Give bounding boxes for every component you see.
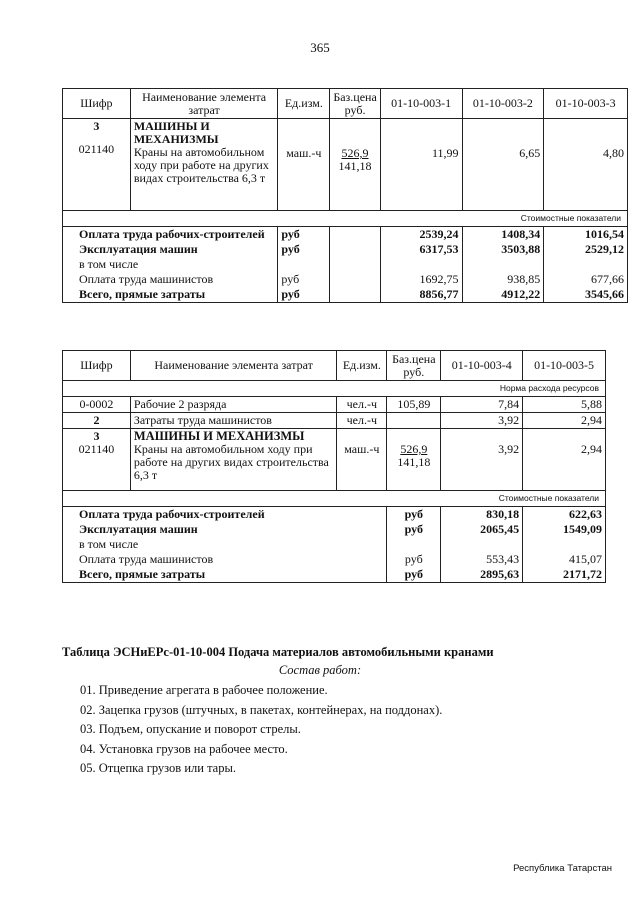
- summary-value-2: 622,63: [523, 507, 606, 523]
- row-code: 0-0002: [63, 397, 131, 413]
- summary-value-1: 830,18: [441, 507, 523, 523]
- summary-row: [63, 287, 628, 303]
- row-code: 2: [63, 413, 131, 429]
- item-price-bottom: 141,18: [397, 455, 431, 469]
- item-value-3: 4,80: [603, 146, 624, 160]
- page-number: 365: [310, 40, 330, 55]
- summary-unit: руб: [387, 567, 441, 583]
- item-unit: маш.-ч: [344, 442, 380, 456]
- summary-row: [63, 242, 628, 257]
- item-price-top: 526,9: [341, 146, 369, 160]
- summary-row: [63, 552, 606, 567]
- row-unit: чел.-ч: [337, 397, 387, 413]
- item-code: 021140: [78, 442, 115, 456]
- summary-value-1: 2895,63: [441, 567, 523, 583]
- header-unit: Ед.изм.: [337, 351, 387, 381]
- norm-note: Норма расхода ресурсов: [63, 381, 606, 397]
- summary-name: Эксплуатация машин: [63, 522, 387, 537]
- section-code: 3: [93, 429, 100, 443]
- summary-name: в том числе: [63, 257, 278, 272]
- list-item: 04. Установка грузов на рабочее место.: [80, 741, 288, 756]
- note-row: [63, 381, 606, 397]
- summary-value-3: 3545,66: [544, 287, 628, 303]
- resource-table-2: [62, 350, 606, 583]
- row-value-1: 7,84: [441, 397, 523, 413]
- summary-value-3: 677,66: [544, 272, 628, 287]
- summary-value-1: 1692,75: [380, 272, 462, 287]
- summary-row: [63, 227, 628, 243]
- summary-value-2: 2171,72: [523, 567, 606, 583]
- row-unit: чел.-ч: [337, 413, 387, 429]
- row-price: [387, 413, 441, 429]
- resource-table-1: [62, 88, 628, 303]
- summary-unit: руб: [387, 522, 441, 537]
- header-col-3: 01-10-003-3: [544, 89, 628, 119]
- table-row: [63, 119, 628, 211]
- summary-unit: руб: [387, 552, 441, 567]
- item-price-top: 526,9: [400, 442, 428, 456]
- summary-unit: руб: [278, 227, 330, 243]
- note-row: [63, 211, 628, 227]
- header-col-1: 01-10-003-1: [380, 89, 462, 119]
- header-col-1: 01-10-003-4: [441, 351, 523, 381]
- summary-row: [63, 507, 606, 523]
- summary-value-2: 1549,09: [523, 522, 606, 537]
- summary-value-1: 2065,45: [441, 522, 523, 537]
- row-price: 105,89: [387, 397, 441, 413]
- summary-row: [63, 257, 628, 272]
- summary-name: Всего, прямые затраты: [63, 567, 387, 583]
- table-header-row: [63, 89, 628, 119]
- item-value-2: 6,65: [519, 146, 541, 160]
- section-title: МАШИНЫ И МЕХАНИЗМЫ: [133, 119, 219, 146]
- row-value-1: 3,92: [441, 413, 523, 429]
- item-value-1: 11,99: [431, 146, 459, 160]
- list-item: 03. Подъем, опускание и поворот стрелы.: [80, 722, 301, 736]
- item-name: Краны на автомобильном ходу при работе на других видах строительства 6,3 т: [133, 145, 269, 185]
- summary-row: [63, 272, 628, 287]
- work-steps-list: [80, 681, 442, 779]
- summary-value-2: 415,07: [523, 552, 606, 567]
- footer-region: Республика Татарстан: [513, 863, 612, 874]
- cost-note: Стоимостные показатели: [63, 491, 606, 507]
- header-code: Шифр: [63, 351, 131, 381]
- row-value-2: 5,88: [523, 397, 606, 413]
- summary-name: Оплата труда машинистов: [63, 552, 387, 567]
- summary-row: [63, 537, 606, 552]
- table-row: [63, 413, 606, 429]
- summary-value-1: 2539,24: [380, 227, 462, 243]
- summary-value-2: 3503,88: [462, 242, 544, 257]
- section-subtitle: Состав работ:: [278, 663, 362, 677]
- summary-name: Эксплуатация машин: [63, 242, 278, 257]
- summary-name: Оплата труда машинистов: [63, 272, 278, 287]
- header-name: Наименование элемента затрат: [130, 351, 336, 381]
- item-value-1: 3,92: [498, 442, 520, 456]
- list-item: 02. Зацепка грузов (штучных, в пакетах, контейнерах, на поддонах).: [80, 702, 443, 717]
- header-name: Наименование элемента затрат: [130, 89, 278, 119]
- summary-name: Всего, прямые затраты: [63, 287, 278, 303]
- summary-row: [63, 567, 606, 583]
- list-item: 05. Отцепка грузов или тары.: [80, 761, 237, 775]
- summary-unit: руб: [278, 242, 330, 257]
- item-code: 021140: [78, 142, 115, 156]
- table-row: [63, 397, 606, 413]
- summary-value-2: 1408,34: [462, 227, 544, 243]
- note-row: [63, 491, 606, 507]
- row-name: Рабочие 2 разряда: [130, 397, 336, 413]
- header-code: Шифр: [63, 89, 131, 119]
- summary-value-1: 553,43: [441, 552, 523, 567]
- summary-value-3: 1016,54: [544, 227, 628, 243]
- header-col-2: 01-10-003-2: [462, 89, 544, 119]
- summary-value-1: 8856,77: [380, 287, 462, 303]
- header-base-price: Баз.цена руб.: [330, 89, 380, 119]
- summary-name: в том числе: [63, 537, 387, 552]
- summary-name: Оплата труда рабочих-строителей: [63, 507, 387, 523]
- summary-unit: руб: [278, 272, 330, 287]
- row-name: Затраты труда машинистов: [130, 413, 336, 429]
- summary-value-2: 938,85: [462, 272, 544, 287]
- header-col-2: 01-10-003-5: [523, 351, 606, 381]
- item-value-2: 2,94: [581, 442, 602, 456]
- summary-value-2: 4912,22: [462, 287, 544, 303]
- summary-name: Оплата труда рабочих-строителей: [63, 227, 278, 243]
- cost-note: Стоимостные показатели: [63, 211, 628, 227]
- summary-unit: руб: [387, 507, 441, 523]
- list-item: 01. Приведение агрегата в рабочее положение.: [80, 683, 328, 697]
- table-row: [63, 429, 606, 491]
- section-code: 3: [93, 119, 100, 133]
- row-value-2: 2,94: [523, 413, 606, 429]
- summary-unit: руб: [278, 287, 330, 303]
- item-price-bottom: 141,18: [338, 159, 372, 173]
- summary-row: [63, 522, 606, 537]
- table-header-row: [63, 351, 606, 381]
- item-name: Краны на автомобильном ходу при работе на других видах строительства 6,3 т: [133, 442, 329, 482]
- section-title: МАШИНЫ И МЕХАНИЗМЫ: [133, 429, 305, 443]
- item-unit: маш.-ч: [286, 146, 322, 160]
- summary-value-1: 6317,53: [380, 242, 462, 257]
- section-heading: Таблица ЭСНиЕРс-01-10-004 Подача материалов автомобильными кранами: [62, 645, 494, 659]
- header-base-price: Баз.цена руб.: [387, 351, 441, 381]
- summary-value-3: 2529,12: [544, 242, 628, 257]
- header-unit: Ед.изм.: [278, 89, 330, 119]
